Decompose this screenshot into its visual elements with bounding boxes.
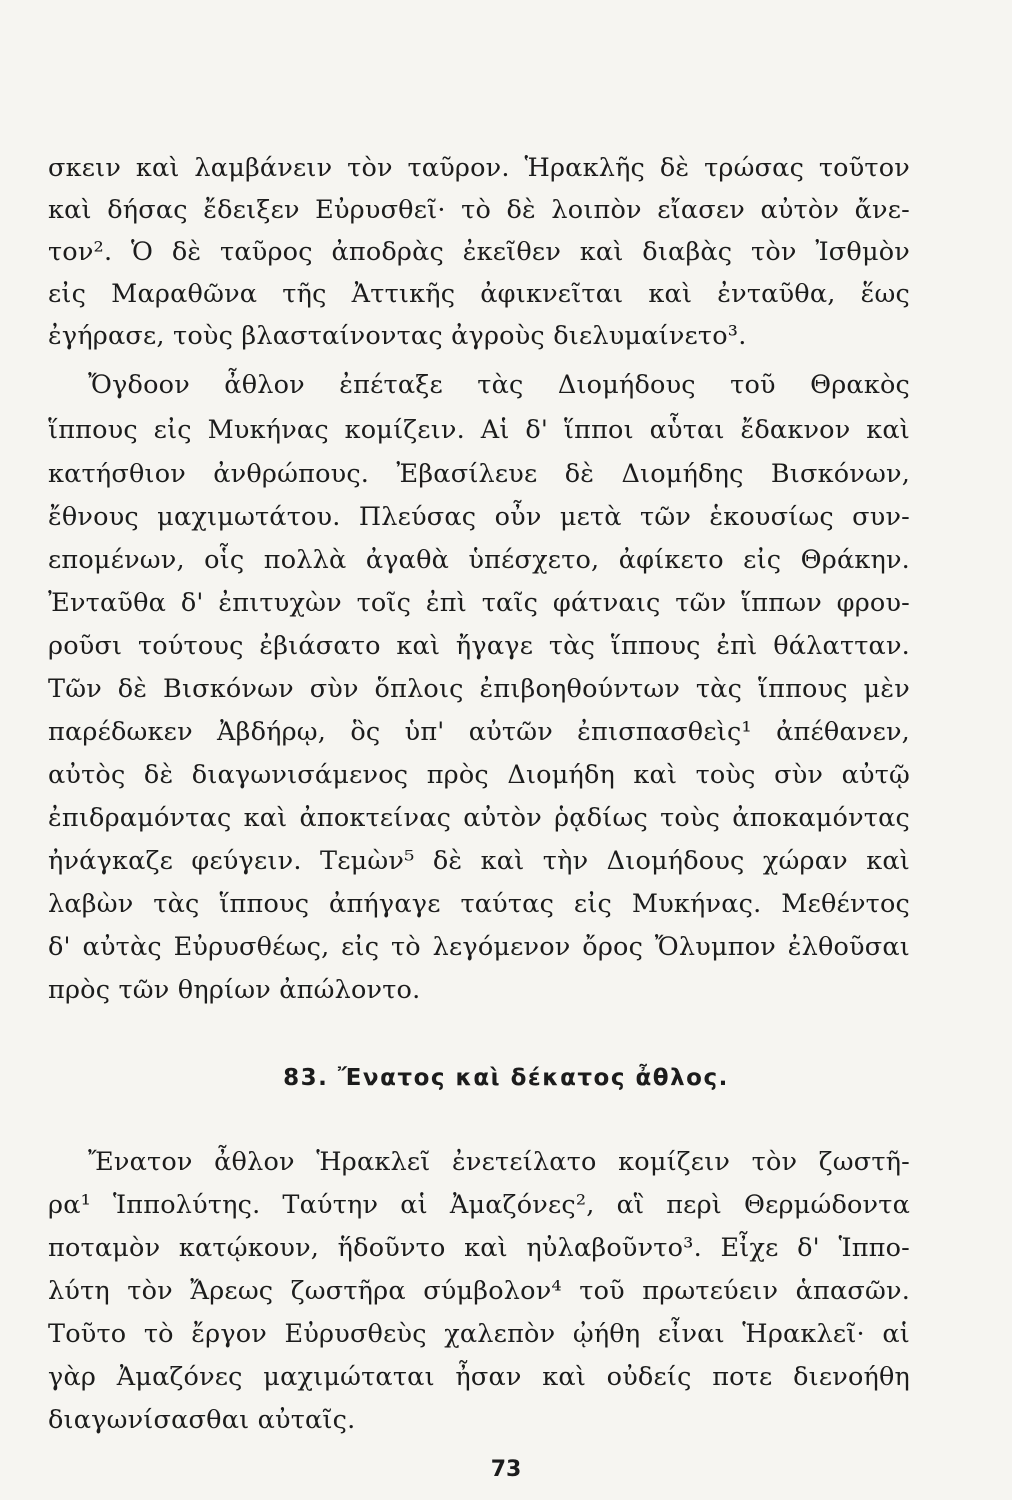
text-line: κατήσθιον ἀνθρώπους. Ἐβασίλευε δὲ Διομήδης Βισκόνων,: [48, 459, 910, 489]
text-line: Τῶν δὲ Βισκόνων σὺν ὅπλοις ἐπιβοηθούντων τὰς ἵππους μὲν: [48, 674, 910, 704]
text-line: ἵππους εἰς Μυκήνας κομίζειν. Αἱ δ' ἵπποι αὗται ἔδακνον καὶ: [48, 415, 910, 445]
text-line: ρα¹ Ἱππολύτης. Ταύτην αἱ Ἀμαζόνες², αἳ περὶ Θερμώδοντα: [48, 1190, 910, 1220]
text-line: σκειν καὶ λαμβάνειν τὸν ταῦρον. Ἡρακλῆς δὲ τρώσας τοῦτον: [48, 153, 910, 183]
text-line: Ἐνταῦθα δ' ἐπιτυχὼν τοῖς ἐπὶ ταῖς φάτναις τῶν ἵππων φρου-: [48, 588, 910, 618]
text-line: δ' αὐτὰς Εὐρυσθέως, εἰς τὸ λεγόμενον ὄρος Ὄλυμπον ἐλθοῦσαι: [48, 932, 910, 962]
text-line: πρὸς τῶν θηρίων ἀπώλοντο.: [48, 975, 421, 1005]
text-line: τον². Ὁ δὲ ταῦρος ἀποδρὰς ἐκεῖθεν καὶ διαβὰς τὸν Ἰσθμὸν: [48, 237, 910, 267]
page-number: 73: [490, 1457, 522, 1482]
text-line: παρέδωκεν Ἀβδήρῳ, ὃς ὑπ' αὐτῶν ἐπισπασθεὶς¹ ἀπέθανεν,: [48, 717, 910, 747]
text-line: λαβὼν τὰς ἵππους ἀπήγαγε ταύτας εἰς Μυκήνας. Μεθέντος: [48, 889, 910, 919]
text-line: ροῦσι τούτους ἐβιάσατο καὶ ἤγαγε τὰς ἵππους ἐπὶ θάλατταν.: [48, 631, 910, 661]
text-line: διαγωνίσασθαι αὐταῖς.: [48, 1405, 356, 1435]
text-line: ἐγήρασε, τοὺς βλασταίνοντας ἀγροὺς διελυμαίνετο³.: [48, 321, 747, 351]
text-line: ἐπιδραμόντας καὶ ἀποκτείνας αὐτὸν ῥᾳδίως τοὺς ἀποκαμόντας: [48, 803, 910, 833]
text-line: εἰς Μαραθῶνα τῆς Ἀττικῆς ἀφικνεῖται καὶ ἐνταῦθα, ἕως: [48, 279, 910, 309]
text-line: γὰρ Ἀμαζόνες μαχιμώταται ἦσαν καὶ οὐδείς ποτε διενοήθη: [48, 1362, 910, 1392]
text-line: ἔθνους μαχιμωτάτου. Πλεύσας οὖν μετὰ τῶν ἑκουσίως συν-: [48, 502, 910, 532]
text-line: ἠνάγκαζε φεύγειν. Τεμὼν⁵ δὲ καὶ τὴν Διομήδους χώραν καὶ: [48, 846, 910, 876]
text-line: ποταμὸν κατῴκουν, ἥδοῦντο καὶ ηὐλαβοῦντο³. Εἶχε δ' Ἱππο-: [48, 1233, 910, 1263]
text-line: καὶ δήσας ἔδειξεν Εὐρυσθεῖ· τὸ δὲ λοιπὸν εἴασεν αὐτὸν ἄνε-: [48, 195, 910, 225]
text-line: λύτη τὸν Ἄρεως ζωστῆρα σύμβολον⁴ τοῦ πρωτεύειν ἁπασῶν.: [48, 1276, 910, 1306]
text-line: Ἔνατον ἆθλον Ἡρακλεῖ ἐνετείλατο κομίζειν τὸν ζωστῆ-: [88, 1147, 910, 1177]
text-line: Ὄγδοον ἆθλον ἐπέταξε τὰς Διομήδους τοῦ Θρακὸς: [88, 370, 910, 400]
section-heading: 83. Ἔνατος καὶ δέκατος ἆθλος.: [283, 1065, 729, 1091]
text-line: επομένων, οἷς πολλὰ ἀγαθὰ ὑπέσχετο, ἀφίκετο εἰς Θράκην.: [48, 545, 910, 575]
text-line: αὐτὸς δὲ διαγωνισάμενος πρὸς Διομήδη καὶ τοὺς σὺν αὐτῷ: [48, 760, 910, 790]
text-line: Τοῦτο τὸ ἔργον Εὐρυσθεὺς χαλεπὸν ᾠήθη εἶναι Ἡρακλεῖ· αἱ: [48, 1319, 910, 1349]
